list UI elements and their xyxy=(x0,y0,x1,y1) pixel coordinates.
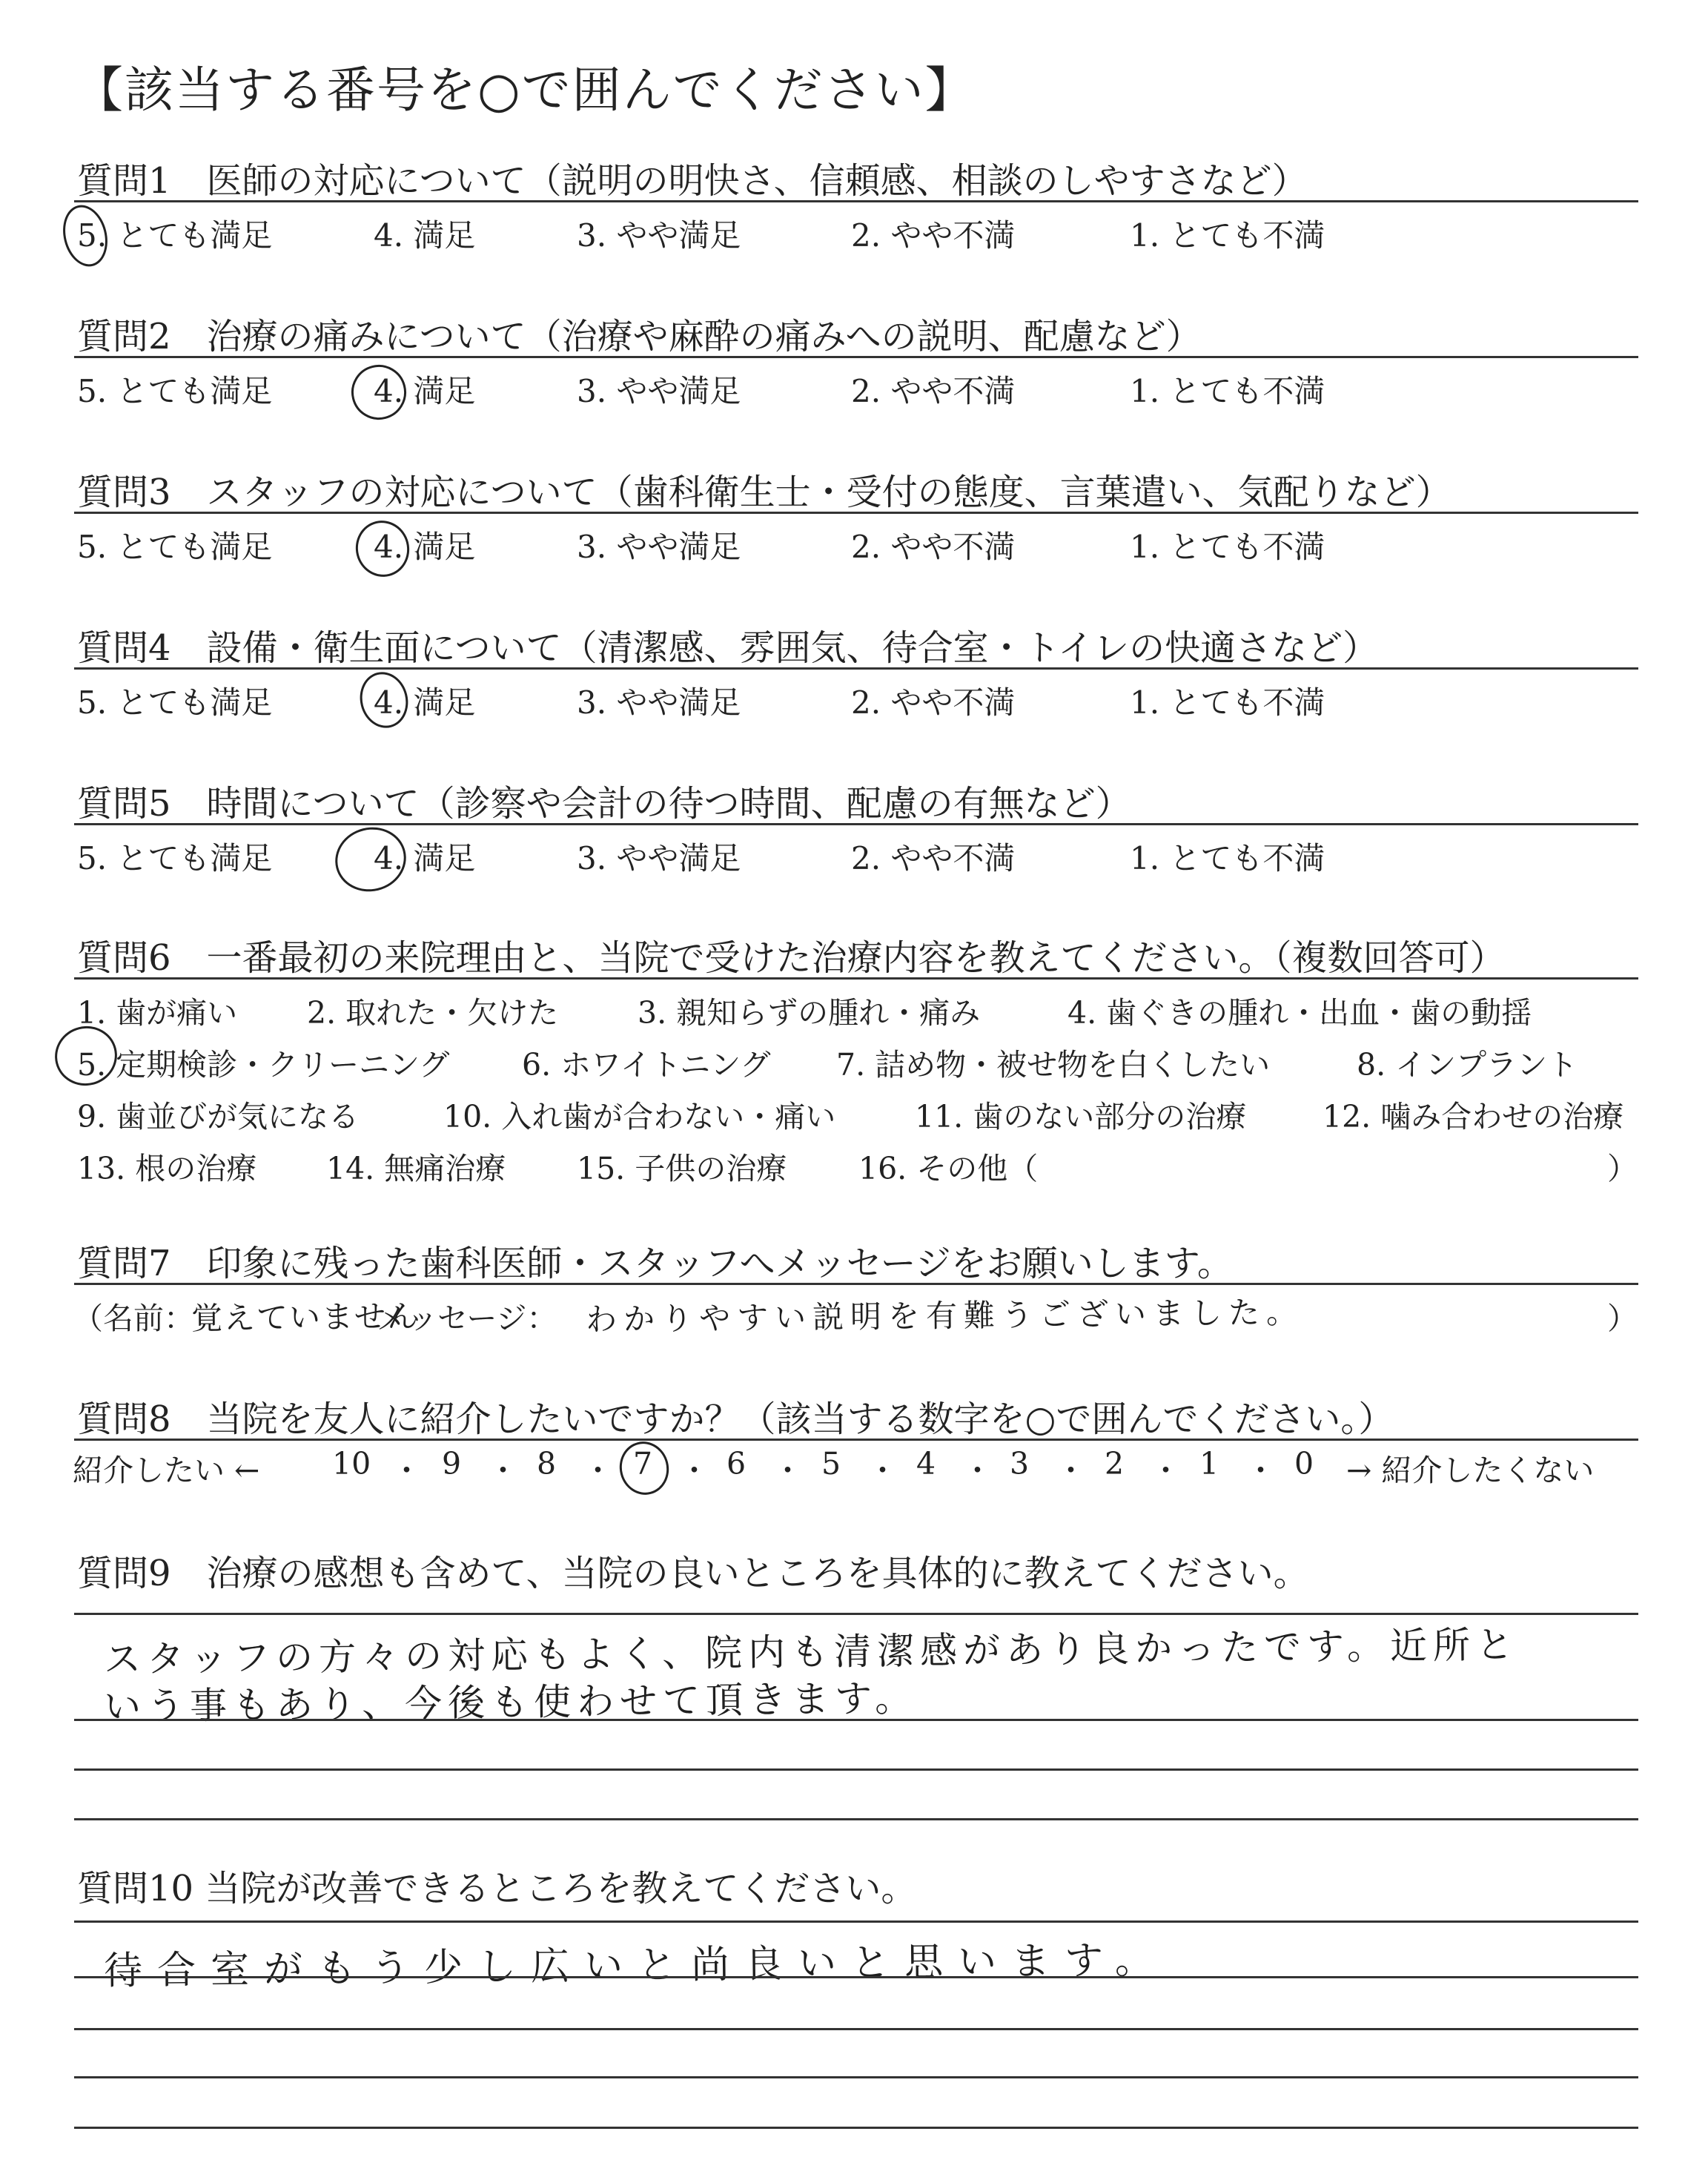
q8-separator: ・ xyxy=(1056,1453,1086,1488)
question-9-rule-1 xyxy=(74,1613,1638,1615)
rating-option-3[interactable]: 3. やや満足 xyxy=(577,217,741,254)
q9-answer-line-2[interactable]: いう事もあり、今後も使わせて頂きます。 xyxy=(103,1677,918,1728)
question-3-label: 質問3 スタッフの対応について（歯科衛生士・受付の態度、言葉遣い、気配りなど） xyxy=(77,472,1452,513)
q6-option-7[interactable]: 7. 詰め物・被せ物を白くしたい xyxy=(836,1047,1271,1083)
q8-separator: ・ xyxy=(1151,1453,1181,1488)
q8-separator: ・ xyxy=(867,1453,898,1488)
question-9-rule-3 xyxy=(74,1768,1638,1771)
q6-option-15[interactable]: 15. 子供の治療 xyxy=(577,1151,787,1186)
q7-message-label: メッセージ： xyxy=(377,1301,557,1336)
rating-option-4[interactable]: 4. 満足 xyxy=(374,217,476,254)
rating-option-2[interactable]: 2. やや不満 xyxy=(851,529,1016,565)
rating-option-3[interactable]: 3. やや満足 xyxy=(577,684,741,721)
rating-option-1[interactable]: 1. とても不満 xyxy=(1130,217,1325,254)
question-5-label: 質問5 時間について（診察や会計の待つ時間、配慮の有無など） xyxy=(77,783,1131,825)
question-4-label: 質問4 設備・衛生面について（清潔感、雰囲気、待合室・トイレの快適さなど） xyxy=(77,627,1379,669)
q8-separator: ・ xyxy=(1245,1453,1276,1488)
rating-option-5[interactable]: 5. とても満足 xyxy=(77,684,273,721)
q8-scale-8[interactable]: 8 xyxy=(537,1446,557,1482)
question-5-answer-circle xyxy=(328,820,413,899)
question-10-rule-1 xyxy=(74,1920,1638,1923)
q6-option-4[interactable]: 4. 歯ぐきの腫れ・出血・歯の動揺 xyxy=(1068,995,1532,1031)
q6-option-14[interactable]: 14. 無痛治療 xyxy=(326,1151,506,1186)
q8-scale-0[interactable]: 0 xyxy=(1294,1446,1314,1482)
question-3-rule xyxy=(74,512,1638,514)
question-1-label: 質問1 医師の対応について（説明の明快さ、信頼感、相談のしやすさなど） xyxy=(77,160,1308,202)
q6-option-5[interactable]: 5. 定期検診・クリーニング xyxy=(77,1047,450,1083)
q6-other-close-paren: ） xyxy=(1607,1151,1638,1186)
question-2-label: 質問2 治療の痛みについて（治療や麻酔の痛みへの説明、配慮など） xyxy=(77,316,1202,357)
question-6-label: 質問6 一番最初の来院理由と、当院で受けた治療内容を教えてください。（複数回答可） xyxy=(77,937,1506,979)
rating-option-4[interactable]: 4. 満足 xyxy=(374,840,476,876)
q7-name-value[interactable]: 覚えていません xyxy=(191,1298,420,1337)
q8-separator: ・ xyxy=(488,1453,518,1488)
question-10-rule-4 xyxy=(74,2076,1638,2078)
q8-separator: ・ xyxy=(679,1453,709,1488)
q8-separator: ・ xyxy=(391,1453,422,1488)
q10-answer-line-1[interactable]: 待合室がもう少し広いと尚良いと思います。 xyxy=(103,1938,1169,1994)
question-8-answer-circle xyxy=(614,1436,674,1500)
question-2-rule xyxy=(74,356,1638,358)
rating-option-2[interactable]: 2. やや不満 xyxy=(851,217,1016,254)
question-7-label: 質問7 印象に残った歯科医師・スタッフへメッセージをお願いします。 xyxy=(77,1243,1233,1284)
q8-scale-10[interactable]: 10 xyxy=(332,1446,371,1482)
q8-scale-4[interactable]: 4 xyxy=(916,1446,936,1482)
q6-option-16[interactable]: 16. その他（ xyxy=(858,1151,1039,1186)
rating-option-1[interactable]: 1. とても不満 xyxy=(1130,684,1325,721)
q8-scale-7[interactable]: 7 xyxy=(633,1446,653,1482)
question-8-rule xyxy=(74,1439,1638,1441)
rating-option-2[interactable]: 2. やや不満 xyxy=(851,684,1016,721)
q7-name-label: （名前： xyxy=(73,1301,194,1336)
rating-option-2[interactable]: 2. やや不満 xyxy=(851,840,1016,876)
q6-option-2[interactable]: 2. 取れた・欠けた xyxy=(307,995,559,1031)
rating-option-5[interactable]: 5. とても満足 xyxy=(77,373,273,409)
question-9-rule-4 xyxy=(74,1818,1638,1820)
question-9-rule-2 xyxy=(74,1719,1638,1721)
q6-option-10[interactable]: 10. 入れ歯が合わない・痛い xyxy=(443,1099,836,1135)
q6-option-1[interactable]: 1. 歯が痛い xyxy=(77,995,238,1031)
rating-option-3[interactable]: 3. やや満足 xyxy=(577,529,741,565)
question-7-rule xyxy=(74,1283,1638,1285)
rating-option-5[interactable]: 5. とても満足 xyxy=(77,840,273,876)
q8-left-label: 紹介したい ← xyxy=(73,1453,260,1488)
question-4-answer-circle xyxy=(354,667,414,733)
q7-message-value[interactable]: わかりやすい説明を有難うございました。 xyxy=(585,1293,1305,1338)
question-10-rule-2 xyxy=(74,1976,1638,1978)
rating-option-4[interactable]: 4. 満足 xyxy=(374,373,476,409)
q6-option-8[interactable]: 8. インプラント xyxy=(1357,1047,1578,1083)
rating-option-2[interactable]: 2. やや不満 xyxy=(851,373,1016,409)
rating-option-5[interactable]: 5. とても満足 xyxy=(77,217,273,254)
question-1-rule xyxy=(74,200,1638,202)
q6-option-12[interactable]: 12. 噛み合わせの治療 xyxy=(1323,1099,1624,1135)
q8-separator: ・ xyxy=(583,1453,613,1488)
q8-scale-6[interactable]: 6 xyxy=(726,1446,747,1482)
question-6-rule xyxy=(74,977,1638,980)
rating-option-4[interactable]: 4. 満足 xyxy=(374,684,476,721)
survey-heading: 【該当する番号を○で囲んでください】 xyxy=(74,62,976,119)
q6-option-6[interactable]: 6. ホワイトニング xyxy=(522,1047,771,1083)
rating-option-1[interactable]: 1. とても不満 xyxy=(1130,373,1325,409)
question-8-label: 質問8 当院を友人に紹介したいですか？（該当する数字を○で囲んでください。） xyxy=(77,1398,1394,1440)
question-10-rule-3 xyxy=(74,2028,1638,2030)
rating-option-5[interactable]: 5. とても満足 xyxy=(77,529,273,565)
q8-scale-9[interactable]: 9 xyxy=(442,1446,462,1482)
q6-option-3[interactable]: 3. 親知らずの腫れ・痛み xyxy=(638,995,981,1031)
q8-scale-3[interactable]: 3 xyxy=(1010,1446,1030,1482)
q8-separator: ・ xyxy=(962,1453,993,1488)
rating-option-1[interactable]: 1. とても不満 xyxy=(1130,529,1325,565)
question-4-rule xyxy=(74,667,1638,670)
q6-option-13[interactable]: 13. 根の治療 xyxy=(77,1151,257,1186)
rating-option-1[interactable]: 1. とても不満 xyxy=(1130,840,1325,876)
q9-answer-line-1[interactable]: スタッフの方々の対応もよく、院内も清潔感があり良かったです。近所と xyxy=(103,1623,1520,1681)
q8-scale-1[interactable]: 1 xyxy=(1199,1446,1219,1482)
question-5-rule xyxy=(74,823,1638,825)
rating-option-4[interactable]: 4. 満足 xyxy=(374,529,476,565)
q6-option-9[interactable]: 9. 歯並びが気になる xyxy=(77,1099,360,1135)
rating-option-3[interactable]: 3. やや満足 xyxy=(577,373,741,409)
q8-scale-5[interactable]: 5 xyxy=(821,1446,841,1482)
q8-separator: ・ xyxy=(772,1453,803,1488)
question-10-rule-5 xyxy=(74,2127,1638,2129)
question-10-label: 質問10 当院が改善できるところを教えてください。 xyxy=(77,1868,917,1909)
q8-right-label: → 紹介したくない xyxy=(1346,1453,1595,1488)
question-9-label: 質問9 治療の感想も含めて、当院の良いところを具体的に教えてください。 xyxy=(77,1553,1309,1594)
rating-option-3[interactable]: 3. やや満足 xyxy=(577,840,741,876)
q6-option-11[interactable]: 11. 歯のない部分の治療 xyxy=(915,1099,1247,1135)
q8-scale-2[interactable]: 2 xyxy=(1105,1446,1125,1482)
q7-close-paren: ） xyxy=(1607,1301,1638,1336)
